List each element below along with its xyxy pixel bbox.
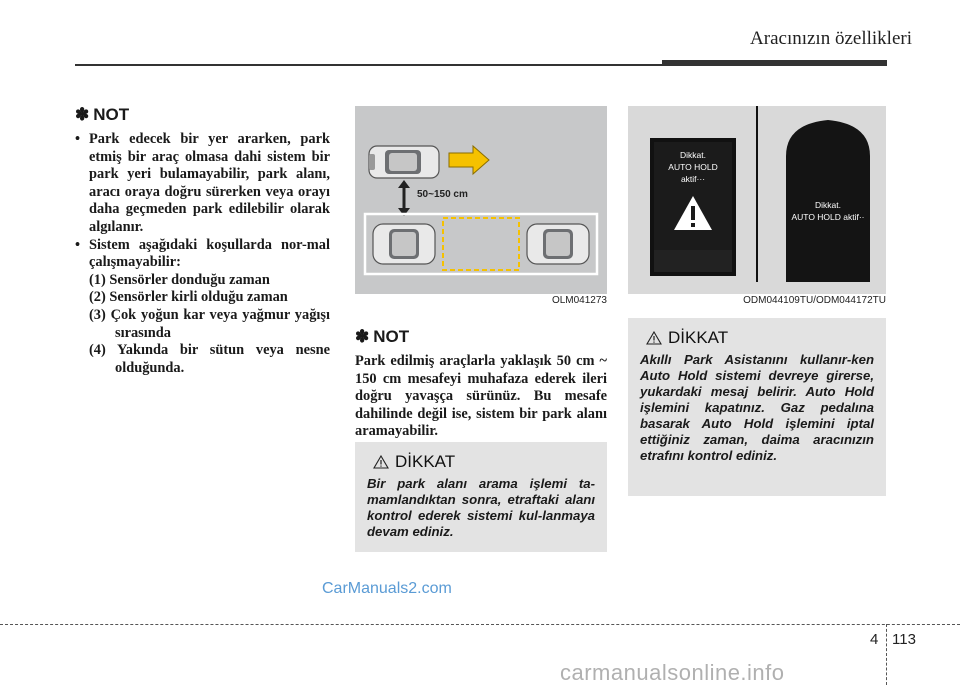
- note-middle-title: NOT: [373, 327, 410, 346]
- screen-left-line1: Dikkat.: [680, 150, 706, 160]
- figure2-caption: ODM044109TU/ODM044172TU: [743, 295, 886, 306]
- distance-label: 50~150 cm: [417, 189, 468, 200]
- watermark-link[interactable]: CarManuals2.com: [322, 580, 452, 597]
- warning-box-1: [355, 442, 607, 552]
- list-item: [75, 131, 330, 237]
- parking-diagram-figure: [355, 106, 607, 294]
- warning1-title: DİKKAT: [395, 452, 456, 471]
- header-rule-thick: [662, 60, 887, 66]
- warning2-title: DİKKAT: [668, 328, 729, 347]
- note-left-section: [75, 105, 330, 377]
- footer-rule: [0, 624, 960, 625]
- parked-car-left-icon: [373, 224, 435, 264]
- screen-right-line1: Dikkat.: [815, 200, 841, 210]
- page-header-title: Aracınızın özellikleri: [750, 28, 912, 49]
- list-item-text: Park edecek bir yer ararken, park etmiş bir araç olmasa dahi sistem bir park yeri bulamayabilir, park alanı, aracı oraya doğru sürerken veya orayı daha geçmeden park edilebilir olarak algılanır.: [89, 131, 330, 235]
- warning1-heading: [373, 452, 595, 472]
- note-middle-heading: [355, 327, 607, 347]
- warning1-text: Bir park alanı arama işlemi ta-mamlandıktan sonra, etraftaki alanı kontrol ederek sistemi kul-lanmaya devam ediniz.: [367, 476, 595, 539]
- bullet-icon: •: [75, 236, 81, 253]
- condition-item: (3) Çok yoğun kar veya yağmur yağışı sırasında: [89, 306, 330, 341]
- star-icon: ✽: [355, 327, 370, 346]
- condition-list: [89, 272, 330, 378]
- note-left-list: [75, 131, 330, 377]
- page-number: 113: [892, 631, 916, 648]
- figure1-caption: OLM041273: [551, 295, 607, 306]
- screen-left-line2: AUTO HOLD: [668, 162, 718, 172]
- bullet-icon: •: [75, 131, 81, 147]
- caution-triangle-icon: [646, 331, 662, 345]
- moving-car-icon: [369, 146, 439, 178]
- footer-site-watermark: carmanualsonline.info: [560, 660, 785, 685]
- condition-item: (1) Sensörler donduğu zaman: [89, 271, 270, 288]
- condition-item: (4) Yakında bir sütun veya nesne olduğunda.: [89, 342, 330, 376]
- list-item-text: Sistem aşağıdaki koşullarda nor-mal çalışmayabilir:: [89, 236, 330, 271]
- auto-hold-display: [628, 106, 886, 294]
- note-middle-text: Park edilmiş araçlarla yaklaşık 50 cm ~ 150 cm mesafeyi muhafaza ederek ileri doğru yavaşça sürünüz. Bu mesafe dahilinde değil ise, sistem bir park alanı aramayabilir.: [355, 353, 607, 440]
- cluster-screen-right: [786, 120, 870, 282]
- screen-right-line2: AUTO HOLD aktif··: [791, 212, 865, 222]
- chapter-number: 4: [870, 631, 879, 648]
- caution-triangle-icon: [373, 455, 389, 469]
- parking-diagram: [355, 106, 607, 294]
- note-left-title: NOT: [93, 105, 130, 124]
- parked-car-right-icon: [527, 224, 589, 264]
- condition-item: (2) Sensörler kirli olduğu zaman: [89, 289, 288, 306]
- warning-box-2: [628, 318, 886, 496]
- list-item: [75, 237, 330, 378]
- note-middle-section: [355, 327, 607, 441]
- star-icon: ✽: [75, 105, 90, 124]
- page-number-separator: [886, 624, 887, 685]
- cluster-screen-left: [650, 138, 736, 276]
- warning2-text: Akıllı Park Asistanını kullanır-ken Auto Hold sistemi devreye girerse, yukardaki mesaj belirir. Auto Hold işlemini kapatınız. Gaz pedalına basarak Auto Hold işlemini iptal ettiğiniz zaman, daima aracınızın etrafını kontrol ediniz.: [640, 352, 874, 463]
- note-left-heading: [75, 105, 330, 125]
- warning2-heading: [646, 328, 874, 348]
- header-rule-thin: [75, 64, 662, 66]
- auto-hold-display-figure: [628, 106, 886, 294]
- screen-left-line3: aktif···: [680, 174, 706, 184]
